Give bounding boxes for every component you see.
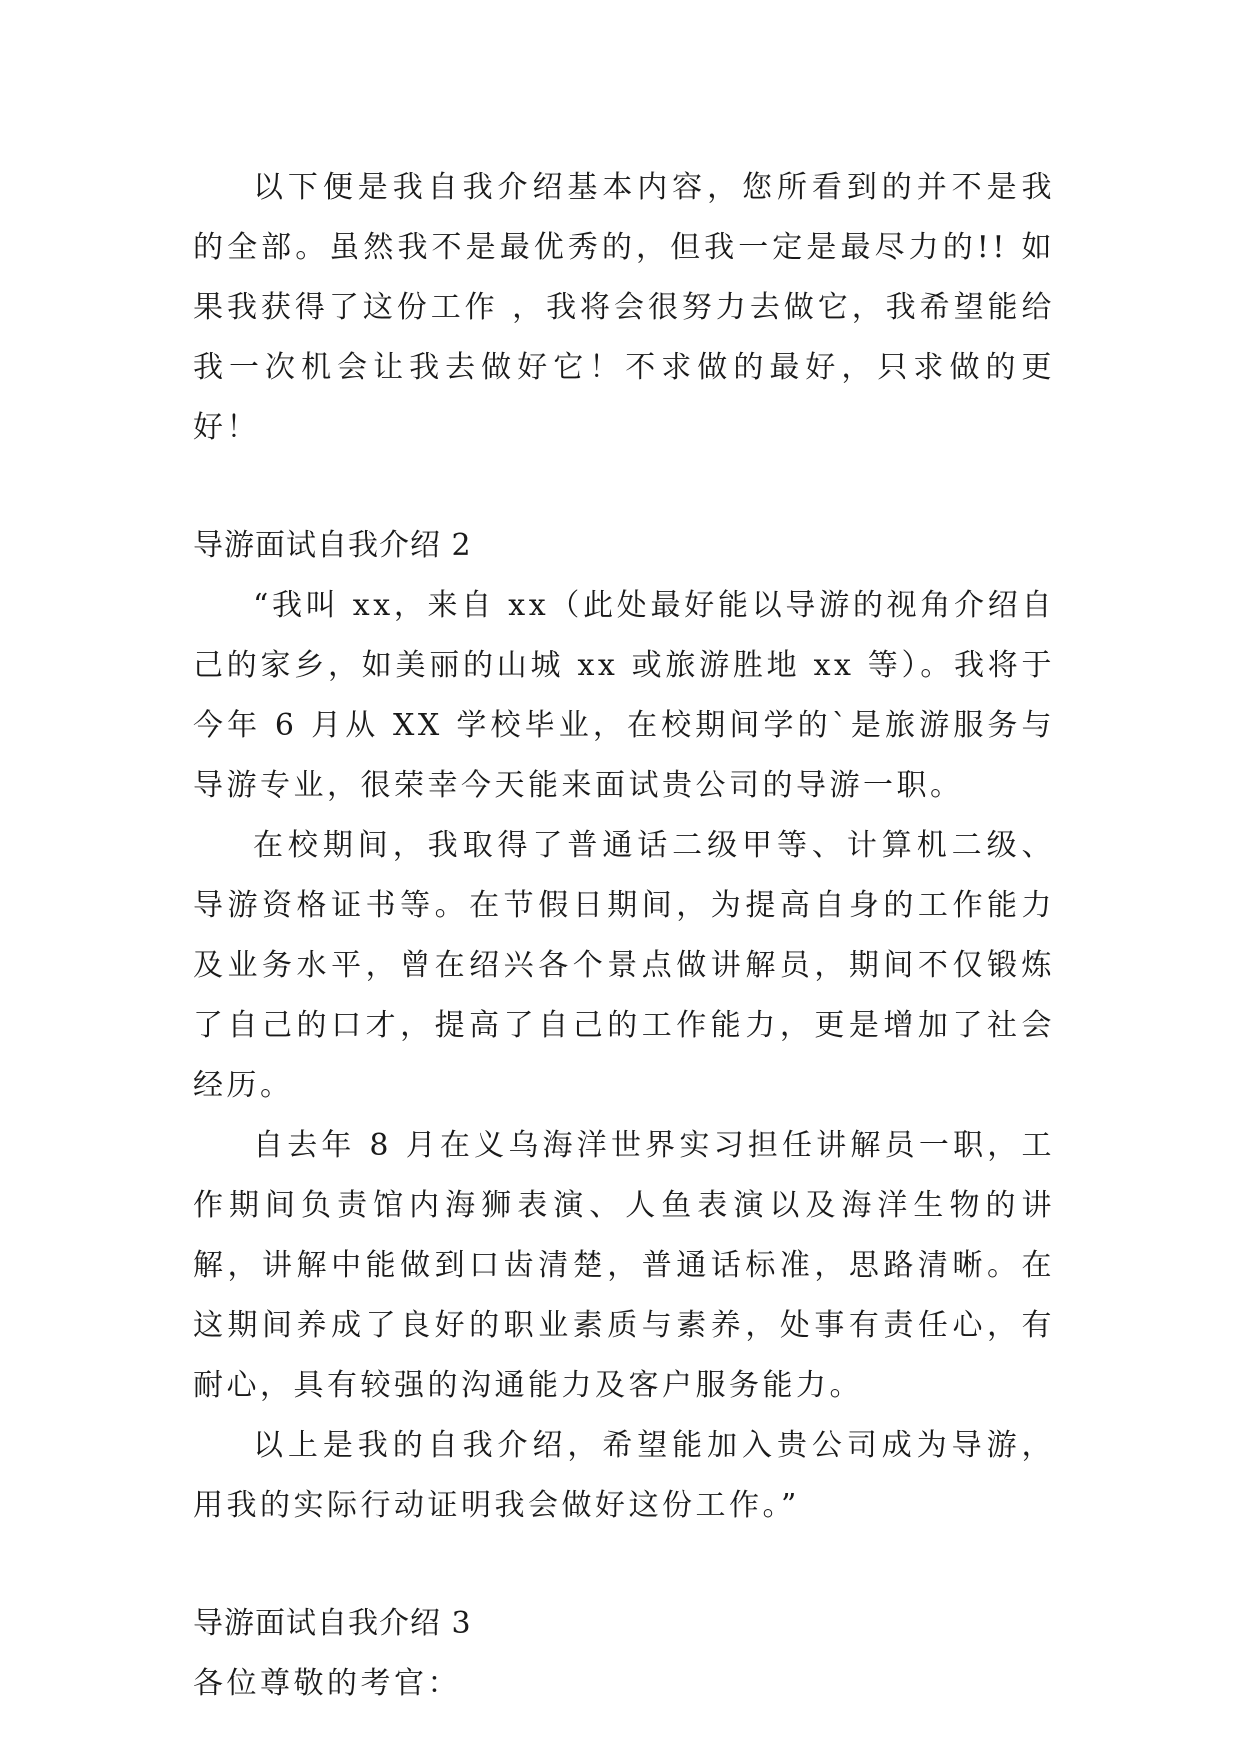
section-2-paragraph-4: 以上是我的自我介绍，希望能加入贵公司成为导游，用我的实际行动证明我会做好这份工作。” (193, 1428, 1055, 1523)
section-spacer (193, 1536, 1055, 1594)
section-3-salutation: 各位尊敬的考官： (193, 1666, 461, 1701)
section-2-heading: 导游面试自我介绍 2 (193, 528, 472, 563)
section-2-paragraph-3: 自去年 8 月在义乌海洋世界实习担任讲解员一职，工作期间负责馆内海狮表演、人鱼表演以及海洋生物的讲解，讲解中能做到口齿清楚，普通话标准，思路清晰。在这期间养成了良好的职业素质与素养，处事有责任心，有耐心，具有较强的沟通能力及客户服务能力。 (193, 1128, 1055, 1403)
section-spacer (193, 458, 1055, 516)
document-page (193, 158, 1055, 1714)
section-3-heading: 导游面试自我介绍 3 (193, 1606, 472, 1641)
intro-closing-paragraph: 以下便是我自我介绍基本内容，您所看到的并不是我的全部。虽然我不是最优秀的，但我一定是最尽力的!! 如果我获得了这份工作 ，我将会很努力去做它，我希望能给我一次机会让我去做好它！不求做的最好，只求做的更好！ (193, 170, 1055, 445)
section-2-paragraph-1: “我叫 xx，来自 xx（此处最好能以导游的视角介绍自己的家乡，如美丽的山城 xx 或旅游胜地 xx 等）。我将于今年 6 月从 XX 学校毕业，在校期间学的`是旅游服务与导游专业，很荣幸今天能来面试贵公司的导游一职。 (193, 588, 1055, 803)
section-2-paragraph-2: 在校期间，我取得了普通话二级甲等、计算机二级、导游资格证书等。在节假日期间，为提高自身的工作能力及业务水平，曾在绍兴各个景点做讲解员，期间不仅锻炼了自己的口才，提高了自己的工作能力，更是增加了社会经历。 (193, 828, 1055, 1103)
